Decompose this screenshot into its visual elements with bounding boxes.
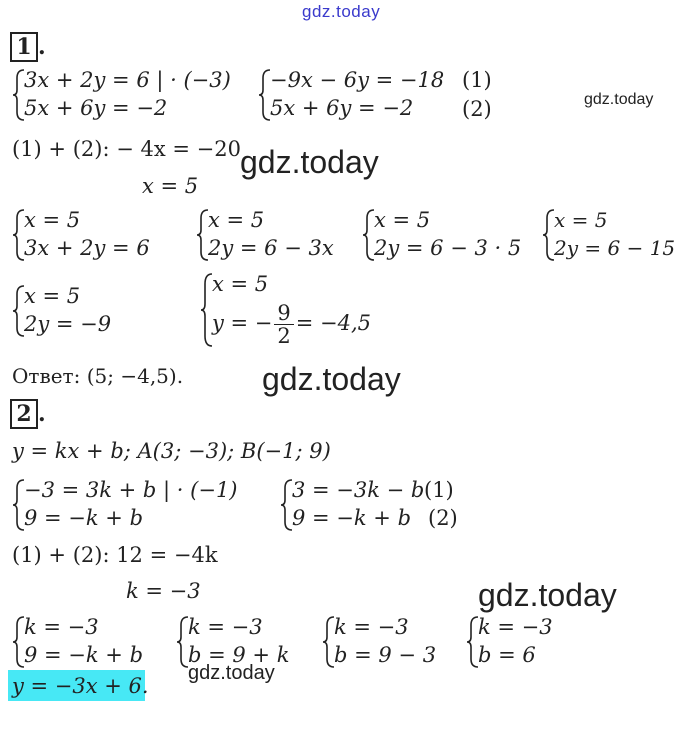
task2-system-e — [322, 615, 452, 669]
system-row: x = 5 — [24, 208, 81, 232]
equation-label-2: (2) — [462, 97, 492, 121]
system-row: 3 = −3k − b — [292, 478, 425, 502]
task1-system-d — [196, 208, 356, 262]
system-row: 5x + 6y = −2 — [24, 96, 168, 120]
equation-label-1: (1) — [424, 478, 454, 502]
task1-x-value: x = 5 — [142, 174, 199, 198]
system-row-fraction — [212, 302, 371, 347]
fraction-lhs: y = − — [212, 311, 273, 335]
task2-number-dot: . — [38, 401, 46, 427]
system-row: x = 5 — [212, 272, 269, 296]
system-row: k = −3 — [334, 615, 409, 639]
task1-number: 1 — [10, 32, 38, 62]
fraction-denominator: 2 — [277, 324, 291, 348]
system-row: 5x + 6y = −2 — [270, 96, 414, 120]
watermark-large-1: gdz.today — [240, 144, 379, 180]
task2-number: 2 — [10, 399, 38, 429]
task2-system-b — [280, 478, 430, 532]
system-row: 9 = −k + b — [24, 643, 144, 667]
system-row: b = 6 — [478, 643, 536, 667]
system-row: b = 9 + k — [188, 643, 290, 667]
system-row: 2y = 6 − 3 · 5 — [374, 236, 522, 260]
system-row: b = 9 − 3 — [334, 643, 437, 667]
task1-system-a — [12, 68, 252, 122]
task2-k-value: k = −3 — [126, 579, 201, 603]
task2-system-a — [12, 478, 262, 532]
system-row: 2y = 6 − 15 — [554, 236, 676, 260]
task1-system-h — [200, 272, 400, 348]
task1-system-f — [542, 208, 682, 262]
task1-addition-line: (1) + (2): − 4x = −20 — [12, 137, 241, 161]
watermark-top: gdz.today — [302, 2, 381, 21]
system-row: 9 = −k + b — [292, 506, 412, 530]
task1-answer: Ответ: (5; −4,5). — [12, 364, 184, 388]
system-row: −9x − 6y = −18 — [270, 68, 445, 92]
system-row: x = 5 — [554, 208, 608, 232]
watermark-large-3: gdz.today — [478, 577, 617, 613]
task1-system-e — [362, 208, 532, 262]
task2-given: y = kx + b; A(3; −3); B(−1; 9) — [12, 439, 331, 463]
task2-system-f — [466, 615, 576, 669]
task2-addition-line: (1) + (2): 12 = −4k — [12, 543, 218, 567]
fraction — [274, 302, 293, 347]
task1-system-g — [12, 284, 132, 338]
system-row: 9 = −k + b — [24, 506, 144, 530]
task1-system-b — [258, 68, 458, 122]
system-row: k = −3 — [478, 615, 553, 639]
fraction-rhs: = −4,5 — [295, 311, 372, 335]
task2-system-d — [176, 615, 306, 669]
task1-number-dot: . — [38, 34, 46, 60]
system-row: x = 5 — [208, 208, 265, 232]
task2-answer: y = −3x + 6. — [12, 674, 149, 698]
system-row: −3 = 3k + b | · (−1) — [24, 478, 238, 502]
task1-system-c — [12, 208, 172, 262]
system-row: 2y = 6 − 3x — [208, 236, 334, 260]
system-row: 2y = −9 — [24, 312, 112, 336]
system-row: 3x + 2y = 6 — [24, 236, 150, 260]
system-row: x = 5 — [24, 284, 81, 308]
equation-label-2: (2) — [428, 506, 458, 530]
watermark-small-2: gdz.today — [188, 662, 275, 684]
equation-label-1: (1) — [462, 68, 492, 92]
system-row: k = −3 — [24, 615, 99, 639]
system-row: k = −3 — [188, 615, 263, 639]
watermark-large-2: gdz.today — [262, 361, 401, 397]
fraction-numerator: 9 — [274, 302, 293, 325]
system-row: 3x + 2y = 6 | · (−3) — [24, 68, 231, 92]
system-row: x = 5 — [374, 208, 431, 232]
watermark-small-1: gdz.today — [584, 91, 654, 108]
task2-system-c — [12, 615, 162, 669]
